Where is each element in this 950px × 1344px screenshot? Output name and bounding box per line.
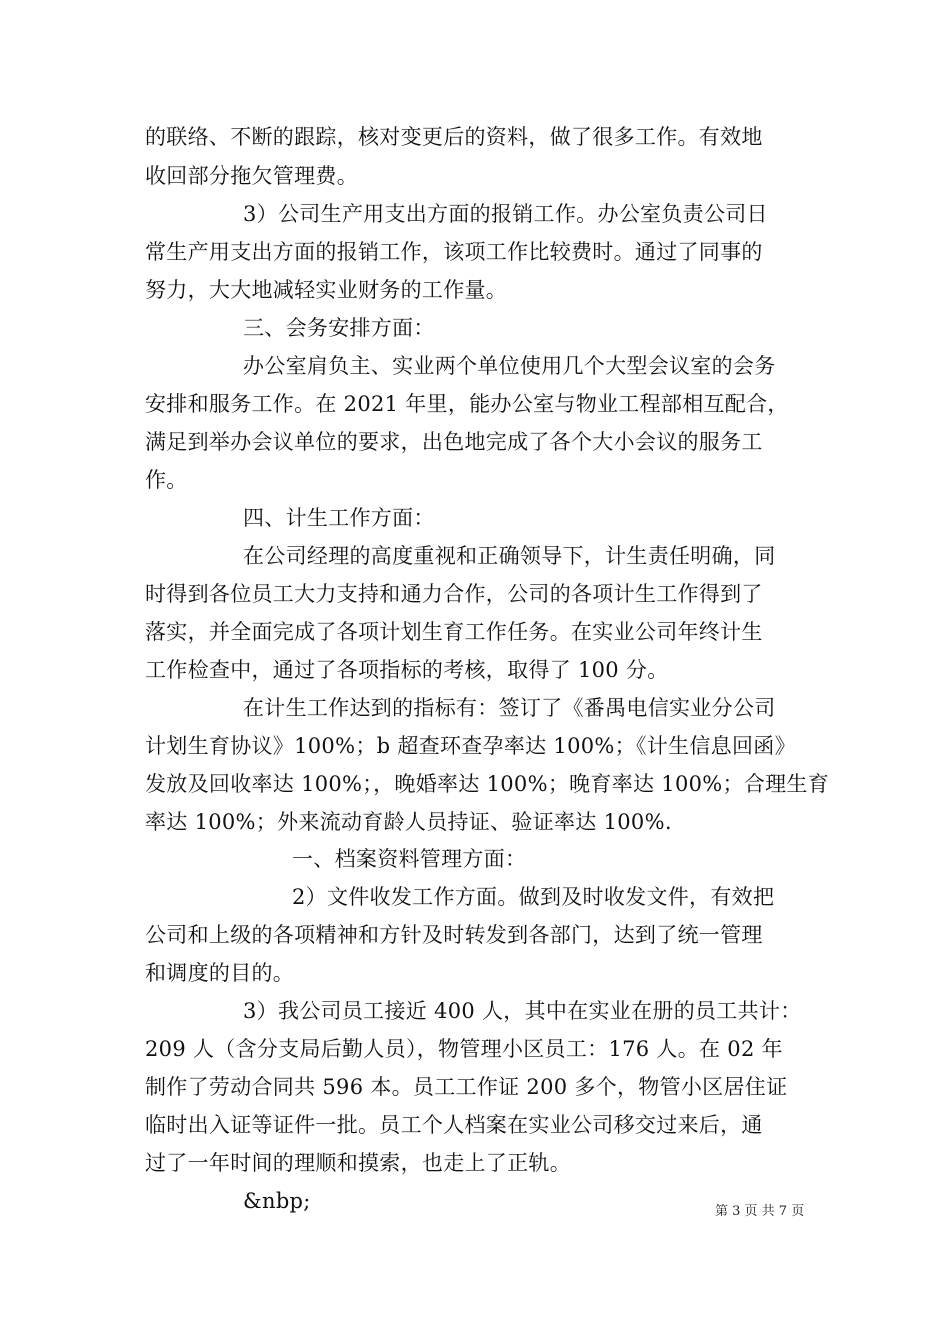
text-line: 工作检查中，通过了各项指标的考核，取得了 100 分。 [145, 658, 669, 682]
text-line: 制作了劳动合同共 596 本。员工工作证 200 多个，物管小区居住证 [145, 1075, 788, 1099]
text-line: 209 人（含分支局后勤人员），物管理小区员工：176 人。在 02 年 [145, 1037, 783, 1061]
section-heading: 三、会务安排方面： [243, 316, 435, 340]
text-line: 过了一年时间的理顺和摸索，也走上了正轨。 [145, 1151, 571, 1175]
text-line: 常生产用支出方面的报销工作，该项工作比较费时。通过了同事的 [145, 240, 763, 264]
text-line: 安排和服务工作。在 2021 年里，能办公室与物业工程部相互配合， [145, 392, 789, 416]
text-line: 在公司经理的高度重视和正确领导下，计生责任明确，同 [243, 544, 776, 568]
text-line: 临时出入证等证件一批。员工个人档案在实业公司移交过来后，通 [145, 1113, 763, 1137]
text-line: &nbp; [243, 1189, 311, 1213]
text-line: 2）文件收发工作方面。做到及时收发文件，有效把 [292, 885, 775, 909]
section-heading: 一、档案资料管理方面： [292, 847, 527, 871]
text-line: 发放及回收率达 100%；，晚婚率达 100%；晚育率达 100%；合理生育 [145, 772, 830, 796]
page-number-footer: 第 3 页 共 7 页 [715, 1204, 805, 1219]
text-line: 的联络、不断的跟踪，核对变更后的资料，做了很多工作。有效地 [145, 125, 763, 149]
section-heading: 四、计生工作方面： [243, 506, 435, 530]
text-line: 在计生工作达到的指标有：签订了《番禺电信实业分公司 [243, 696, 776, 720]
text-line: 3）公司生产用支出方面的报销工作。办公室负责公司日 [243, 202, 768, 226]
text-line: 作。 [145, 468, 188, 492]
text-line: 时得到各位员工大力支持和通力合作，公司的各项计生工作得到了 [145, 582, 763, 606]
text-line: 3）我公司员工接近 400 人，其中在实业在册的员工共计： [243, 999, 802, 1023]
text-line: 落实，并全面完成了各项计划生育工作任务。在实业公司年终计生 [145, 620, 763, 644]
text-line: 公司和上级的各项精神和方针及时转发到各部门，达到了统一管理 [145, 923, 763, 947]
text-line: 办公室肩负主、实业两个单位使用几个大型会议室的会务 [243, 354, 776, 378]
text-line: 和调度的目的。 [145, 961, 295, 985]
text-line: 计划生育协议》100%；b 超查环查孕率达 100%；《计生信息回函》 [145, 734, 796, 758]
text-line: 收回部分拖欠管理费。 [145, 164, 358, 188]
text-line: 率达 100%；外来流动育龄人员持证、验证率达 100%. [145, 810, 672, 834]
text-line: 努力，大大地减轻实业财务的工作量。 [145, 278, 508, 302]
text-line: 满足到举办会议单位的要求，出色地完成了各个大小会议的服务工 [145, 430, 763, 454]
